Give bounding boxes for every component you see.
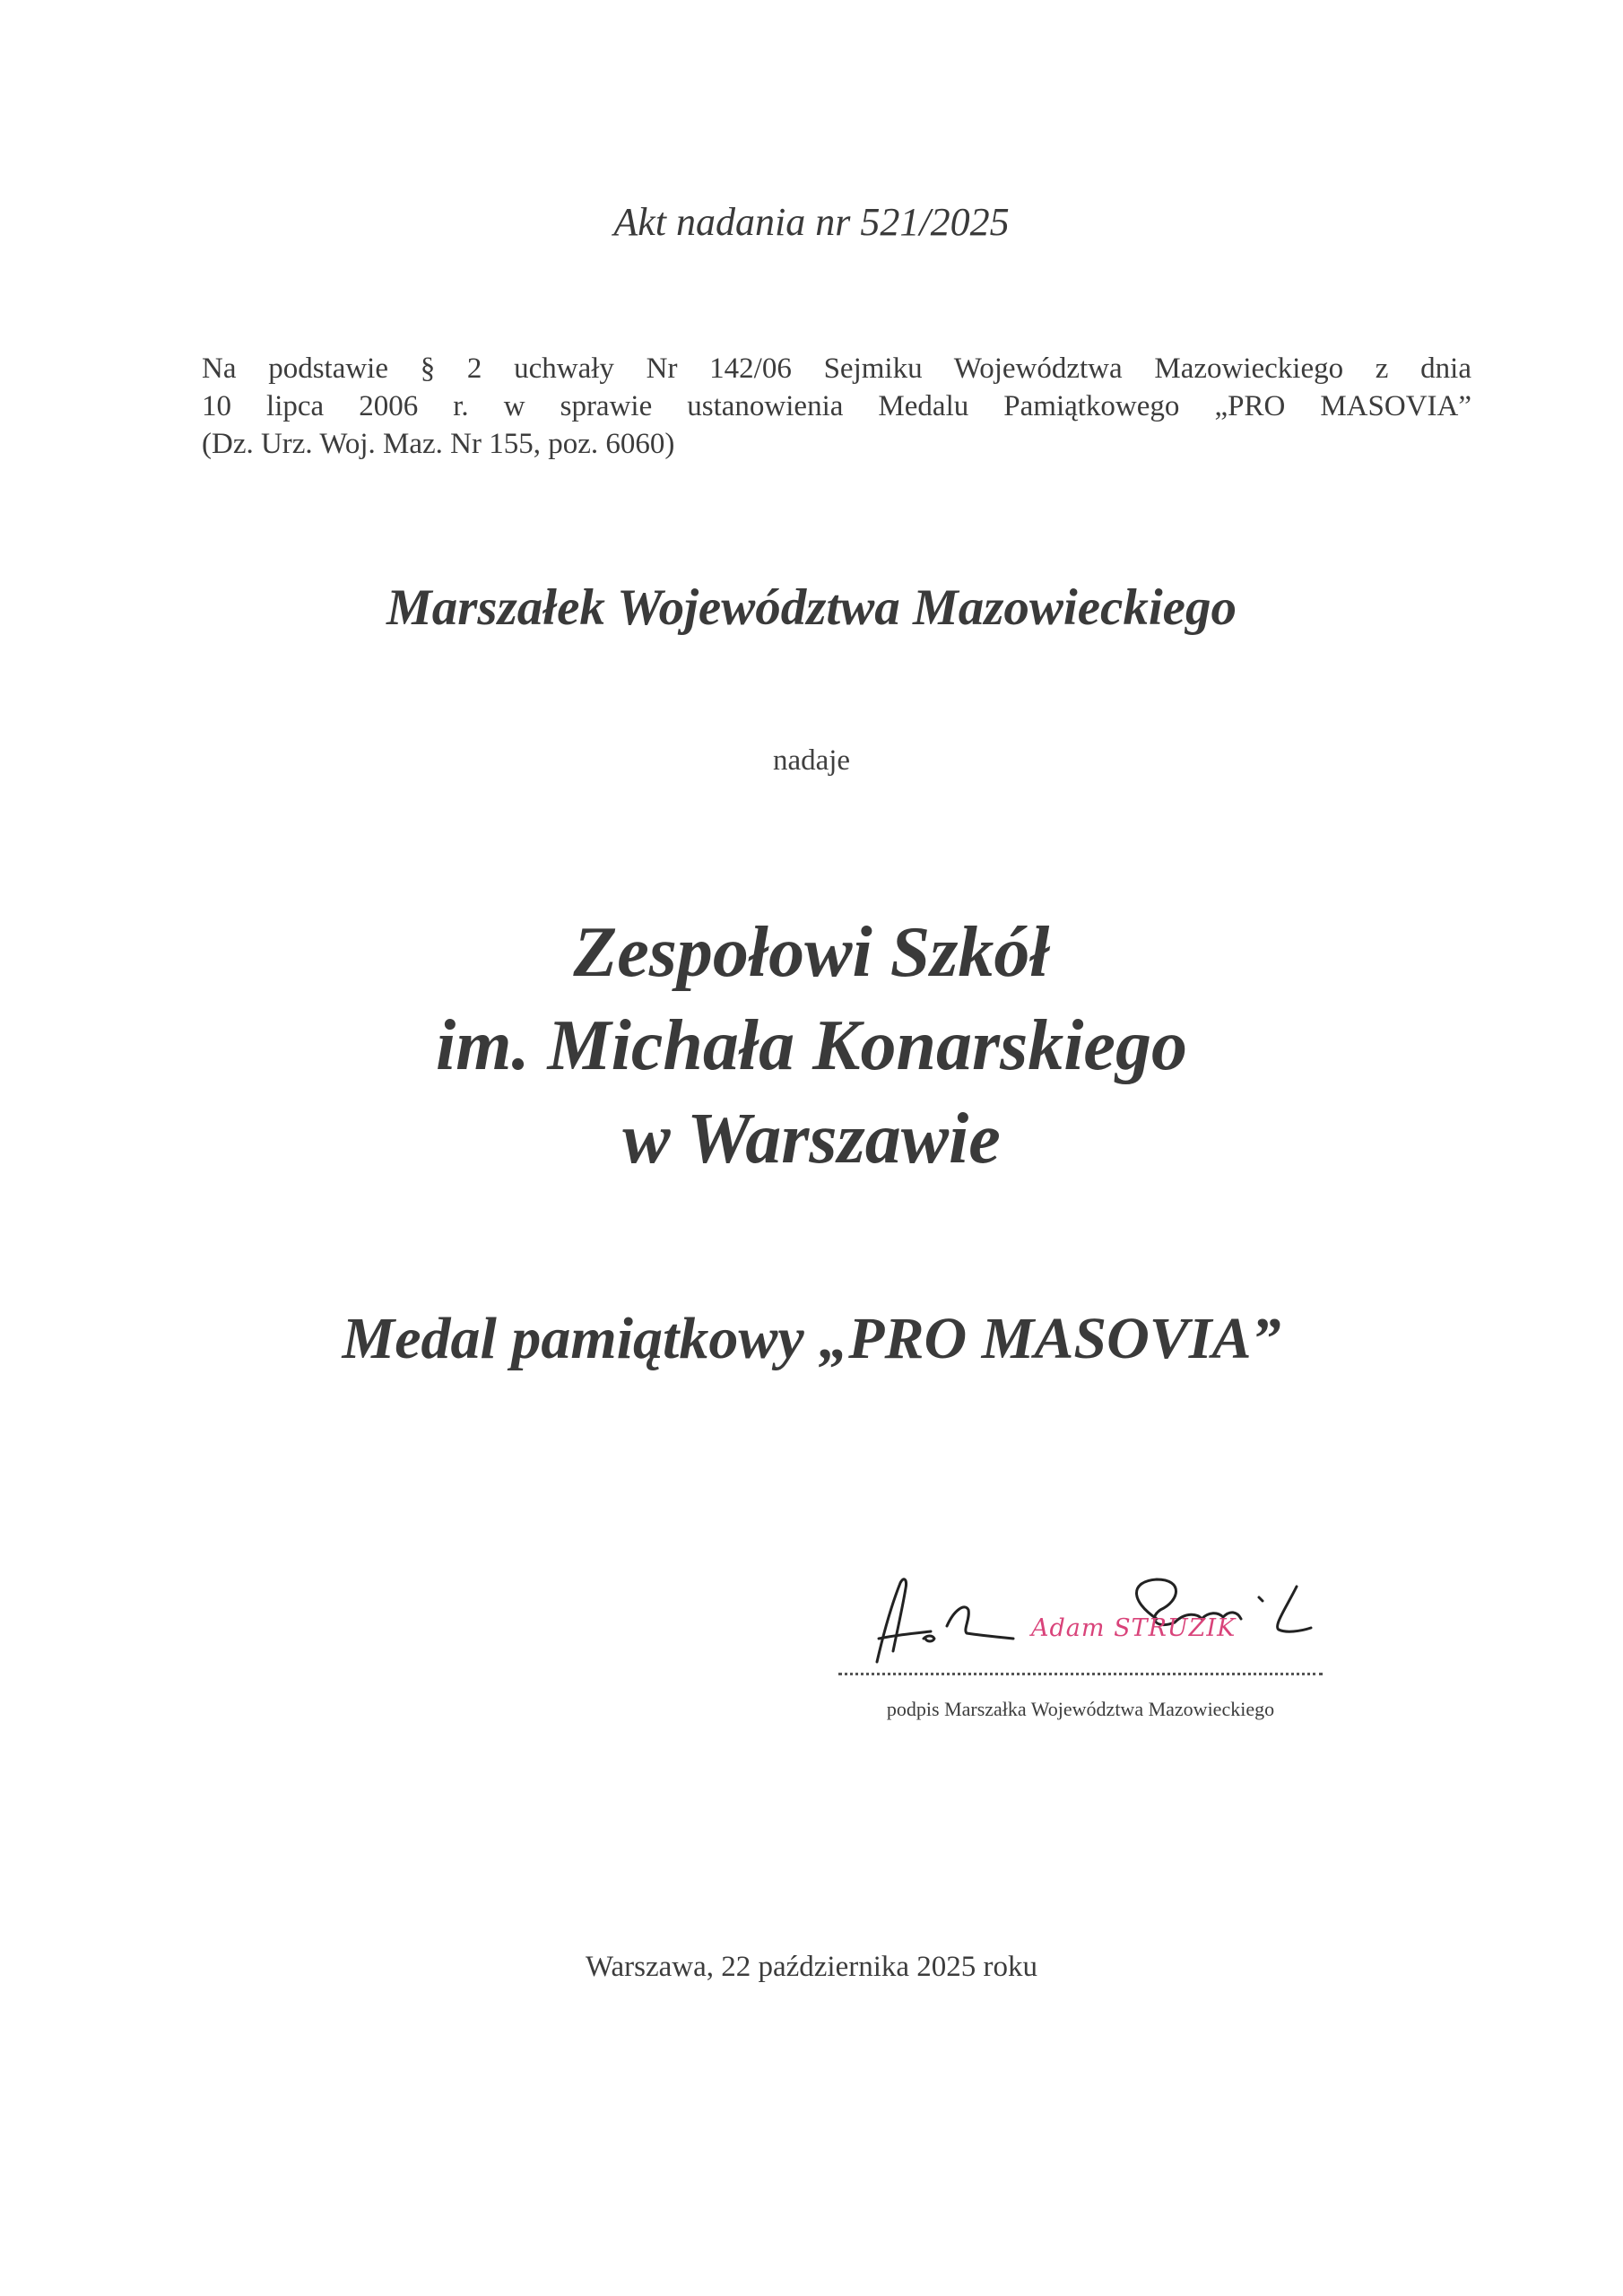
grant-verb: nadaje	[772, 744, 851, 777]
legal-basis-line-2: 10 lipca 2006 r. w sprawie ustanowienia Medalu Pamiątkowego „PRO MASOVIA”	[202, 390, 1471, 422]
award-name: Medal pamiątkowy „PRO MASOVIA”	[342, 1306, 1281, 1371]
legal-basis-line-1: Na podstawie § 2 uchwały Nr 142/06 Sejmiku Województwa Mazowieckiego z dnia	[202, 352, 1471, 385]
place-and-date: Warszawa, 22 października 2025 roku	[585, 1951, 1038, 1983]
recipient-name	[0, 906, 1623, 1186]
recipient-line-3: w Warszawie	[622, 1100, 1001, 1178]
grantor-title: Marszałek Województwa Mazowieckiego	[386, 579, 1237, 636]
signature-dotted-line	[838, 1673, 1323, 1675]
recipient-line-1: Zespołowi Szkół	[573, 913, 1050, 992]
signature-caption: podpis Marszałka Województwa Mazowieckiego	[886, 1698, 1275, 1720]
document-heading: Akt nadania nr 521/2025	[613, 200, 1010, 244]
recipient-line-2: im. Michała Konarskiego	[436, 1006, 1187, 1085]
name-stamp: Adam STRUZIK	[1031, 1614, 1237, 1642]
legal-basis-line-3: (Dz. Urz. Woj. Maz. Nr 155, poz. 6060)	[202, 428, 675, 460]
legal-basis-paragraph	[202, 350, 1471, 463]
